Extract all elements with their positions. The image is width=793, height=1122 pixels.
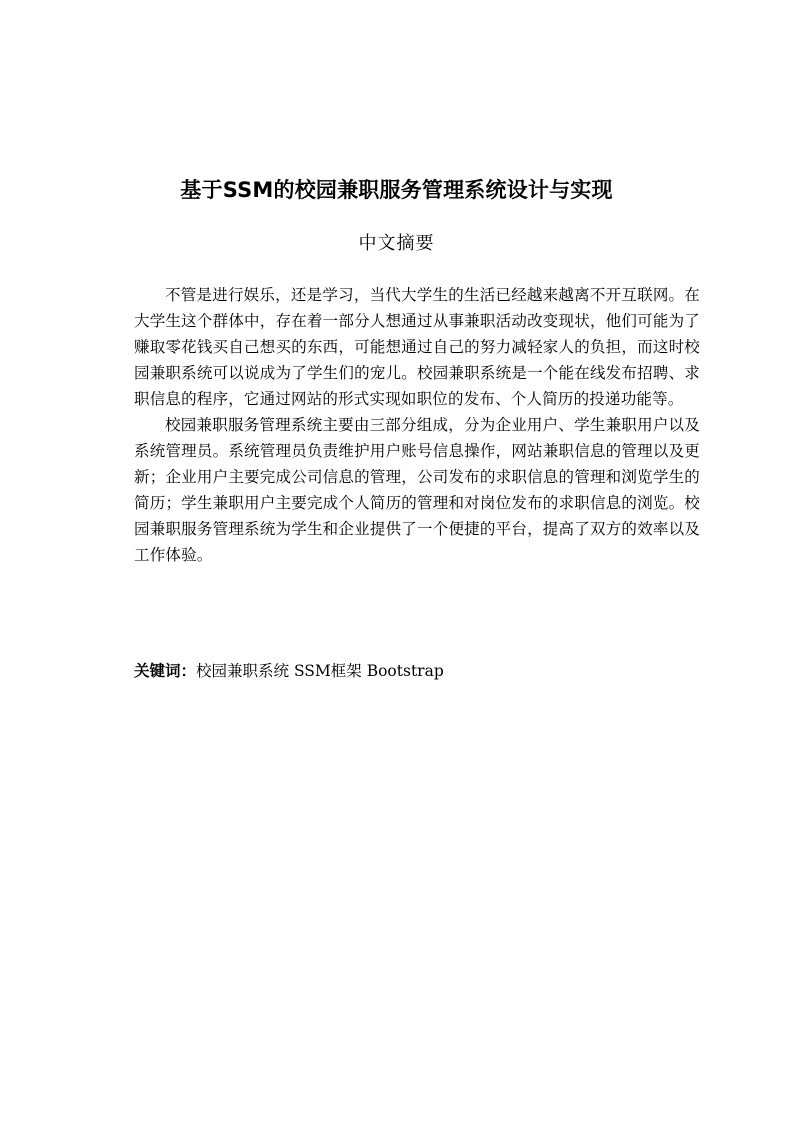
document-title: 基于SSM的校园兼职服务管理系统设计与实现 bbox=[180, 178, 613, 202]
abstract-paragraph-2: 校园兼职服务管理系统主要由三部分组成，分为企业用户、学生兼职用户以及系统管理员。系统管理员负责维护用户账号信息操作，网站兼职信息的管理以及更新；企业用户主要完成公司信息的管理，公司发布的求职信息的管理和浏览学生的简历；学生兼职用户主要完成个人简历的管理和对岗位发布的求职信息的浏览。校园兼职服务管理系统为学生和企业提供了一个便捷的平台，提高了双方的效率以及工作体验。 bbox=[134, 416, 700, 564]
abstract-body bbox=[134, 282, 700, 568]
keywords-label: 关键词： bbox=[134, 662, 197, 680]
keywords-line bbox=[134, 657, 700, 685]
abstract-paragraph-1: 不管是进行娱乐，还是学习，当代大学生的生活已经越来越离不开互联网。在大学生这个群体中，存在着一部分人想通过从事兼职活动改变现状，他们可能为了赚取零花钱买自己想买的东西，可能想通过自己的努力减轻家人的负担，而这时校园兼职系统可以说成为了学生们的宠儿。校园兼职系统是一个能在线发布招聘、求职信息的程序，它通过网站的形式实现如职位的发布、个人简历的投递功能等。 bbox=[134, 286, 700, 408]
keywords-value: 校园兼职系统 SSM框架 Bootstrap bbox=[196, 662, 444, 680]
abstract-heading: 中文摘要 bbox=[358, 233, 435, 254]
